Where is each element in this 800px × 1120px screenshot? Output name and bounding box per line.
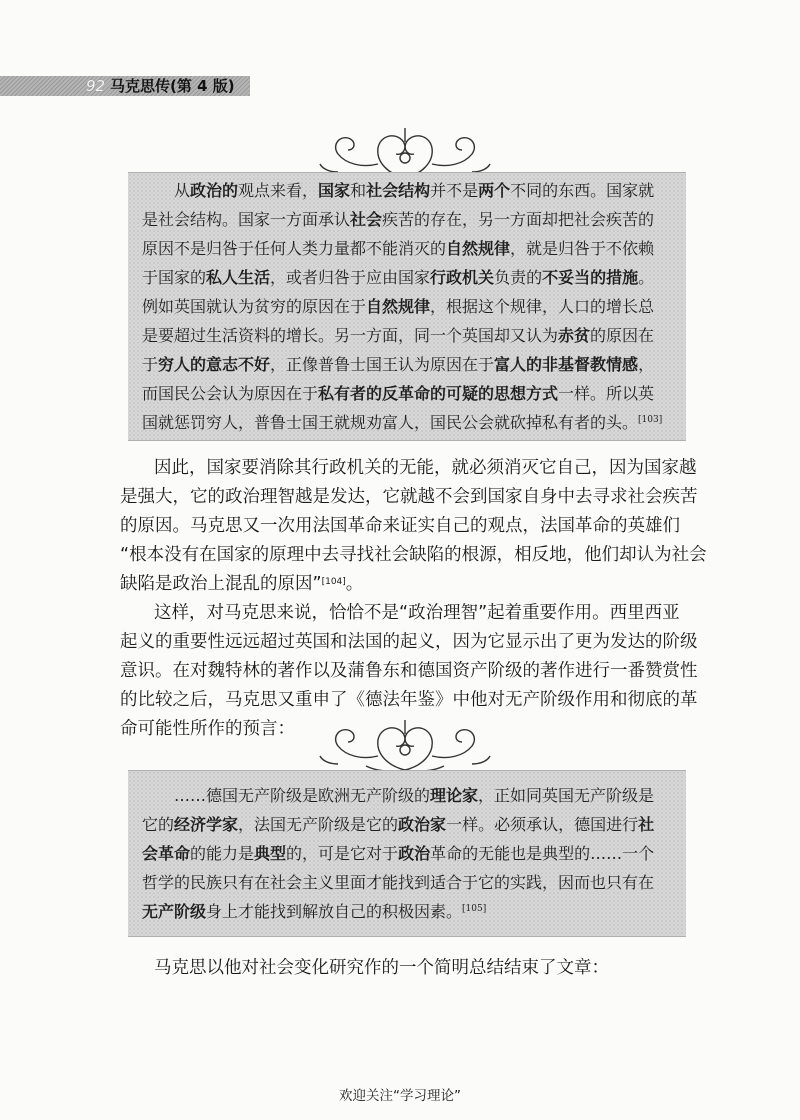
text-line: [120, 686, 700, 715]
text-run: 缺陷是政治上混乱的原因”: [120, 574, 322, 594]
emphasis-text: 赤贫: [558, 326, 591, 345]
text-run: 是社会结构。国家一方面承认: [142, 210, 351, 229]
text-run: ，或者归咎于应由国家: [270, 268, 431, 287]
text-line: [120, 570, 700, 599]
text-run: 于: [142, 355, 159, 374]
emphasis-text: 穷人的意志不好: [158, 355, 271, 374]
text-line: [120, 657, 700, 686]
text-run: ……德国无产阶级是欧洲无产阶级的: [174, 786, 431, 805]
emphasis-text: 行政机关: [430, 268, 495, 287]
text-line: [142, 810, 672, 839]
text-run: 观点来看，: [238, 181, 319, 200]
text-run: ，正像普鲁士国王认为原因在于: [270, 355, 495, 374]
text-run: 的原因在: [590, 326, 655, 345]
text-run: 哲学的民族只有在社会主义里面才能找到适合于它的实践，因而也只有在: [142, 873, 655, 892]
text-line: [142, 292, 672, 321]
text-run: 是要超过生活资料的增长。另一方面，同一个英国却又认为: [142, 326, 559, 345]
text-run: 的，可是它对于: [286, 844, 399, 863]
text-run: 的能力是: [190, 844, 255, 863]
text-line: [142, 176, 672, 205]
text-line: [120, 483, 700, 512]
text-run: ，根据这个规律，人口的增长总: [430, 297, 655, 316]
text-run: 的比较之后，马克思又重申了《德法年鉴》中他对无产阶级作用和彻底的革: [120, 690, 698, 710]
emphasis-text: 不妥当的措施: [542, 268, 639, 287]
flourish-ornament-middle: [318, 716, 492, 774]
quote-block-2: [128, 770, 686, 937]
emphasis-text: 社会: [350, 210, 383, 229]
text-line: [120, 454, 700, 483]
text-line: [142, 321, 672, 350]
footnote-ref: [105]: [462, 904, 487, 914]
emphasis-text: 自然规律: [366, 297, 431, 316]
body-text-1: [120, 454, 707, 744]
text-run: 意识。在对魏特林的著作以及蒲鲁东和德国资产阶级的著作进行一番赞赏性: [120, 661, 698, 681]
text-run: 负责的: [494, 268, 543, 287]
emphasis-text: 私有者的反革命的可疑的思想方式: [318, 384, 559, 403]
emphasis-text: 典型: [254, 844, 287, 863]
footnote-ref: [104]: [321, 577, 346, 587]
text-run: 而国民公会认为原因在于: [142, 384, 319, 403]
text-line: [142, 379, 672, 408]
text-line: [142, 205, 672, 234]
text-run: 疾苦的存在，另一方面却把社会疾苦的: [382, 210, 655, 229]
text-run: 革命的无能也是典型的……一个: [430, 844, 655, 863]
emphasis-text: 社: [638, 815, 655, 834]
text-run: 身上才能找到解放自己的积极因素。: [206, 902, 463, 921]
text-line: [142, 897, 672, 926]
text-line: [120, 954, 700, 983]
emphasis-text: 两个: [478, 181, 511, 200]
emphasis-text: 社会结构: [366, 181, 431, 200]
emphasis-text: 自然规律: [446, 239, 511, 258]
text-run: 原因不是归咎于任何人类力量都不能消灭的: [142, 239, 447, 258]
text-run: 并不是: [430, 181, 479, 200]
text-run: 不同的东西。国家就: [510, 181, 655, 200]
text-run: “根本没有在国家的原理中去寻找社会缺陷的根源，相反地，他们却认为社会: [120, 545, 707, 565]
text-run: 例如英国就认为贫穷的原因在于: [142, 297, 367, 316]
body-text-2: [120, 954, 700, 983]
text-line: [120, 628, 700, 657]
text-line: [142, 868, 672, 897]
text-line: [142, 234, 672, 263]
emphasis-text: 无产阶级: [142, 902, 207, 921]
emphasis-text: 国家: [318, 181, 351, 200]
page-number: 92: [86, 77, 106, 95]
text-line: [120, 541, 707, 570]
text-line: [142, 263, 672, 292]
text-run: 起义的重要性远远超过英国和法国的起义，因为它显示出了更为发达的阶级: [120, 632, 698, 652]
text-run: 。: [638, 268, 655, 287]
text-line: [142, 839, 672, 868]
text-run: 是强大，它的政治理智越是发达，它就越不会到国家自身中去寻求社会疾苦: [120, 487, 698, 507]
emphasis-text: 会革命: [142, 844, 191, 863]
text-run: 一样。必须承认，德国进行: [446, 815, 639, 834]
text-run: 国就惩罚穷人，普鲁士国王就规劝富人，国民公会就砍掉私有者的头。: [142, 413, 639, 432]
footnote-ref: [103]: [638, 415, 663, 425]
text-line: [120, 512, 700, 541]
text-run: 的原因。马克思又一次用法国革命来证实自己的观点，法国革命的英雄们: [120, 516, 680, 536]
text-run: 。: [345, 574, 364, 594]
text-line: [142, 408, 672, 437]
emphasis-text: 政治: [398, 844, 431, 863]
text-run: 一样。所以英: [558, 384, 655, 403]
emphasis-text: 理论家: [430, 786, 479, 805]
text-line: [142, 781, 672, 810]
text-run: 它的: [142, 815, 175, 834]
text-run: 和: [350, 181, 367, 200]
text-run: 马克思以他对社会变化研究作的一个简明总结结束了文章：: [154, 958, 609, 978]
footer-note: 欢迎关注“学习理论”: [339, 1088, 461, 1104]
text-run: 从: [174, 181, 191, 200]
emphasis-text: 富人的非基督教情感: [494, 355, 639, 374]
emphasis-text: 政治家: [398, 815, 447, 834]
text-run: ，: [638, 355, 655, 374]
emphasis-text: 私人生活: [206, 268, 271, 287]
text-run: 于国家的: [142, 268, 207, 287]
text-run: ，法国无产阶级是它的: [238, 815, 399, 834]
text-run: 因此，国家要消除其行政机关的无能，就必须消灭它自己，因为国家越: [154, 458, 697, 478]
quote-block-1: [128, 172, 686, 441]
text-run: ，就是归咎于不依赖: [510, 239, 655, 258]
text-run: 命可能性所作的预言：: [120, 719, 295, 739]
text-run: 这样，对马克思来说，恰恰不是“政治理智”起着重要作用。西里西亚: [154, 603, 680, 623]
text-line: [142, 350, 672, 379]
text-line: [120, 599, 700, 628]
emphasis-text: 经济学家: [174, 815, 239, 834]
text-run: ，正如同英国无产阶级是: [478, 786, 655, 805]
book-title: 马克思传(第 4 版): [110, 77, 235, 95]
emphasis-text: 政治的: [190, 181, 239, 200]
